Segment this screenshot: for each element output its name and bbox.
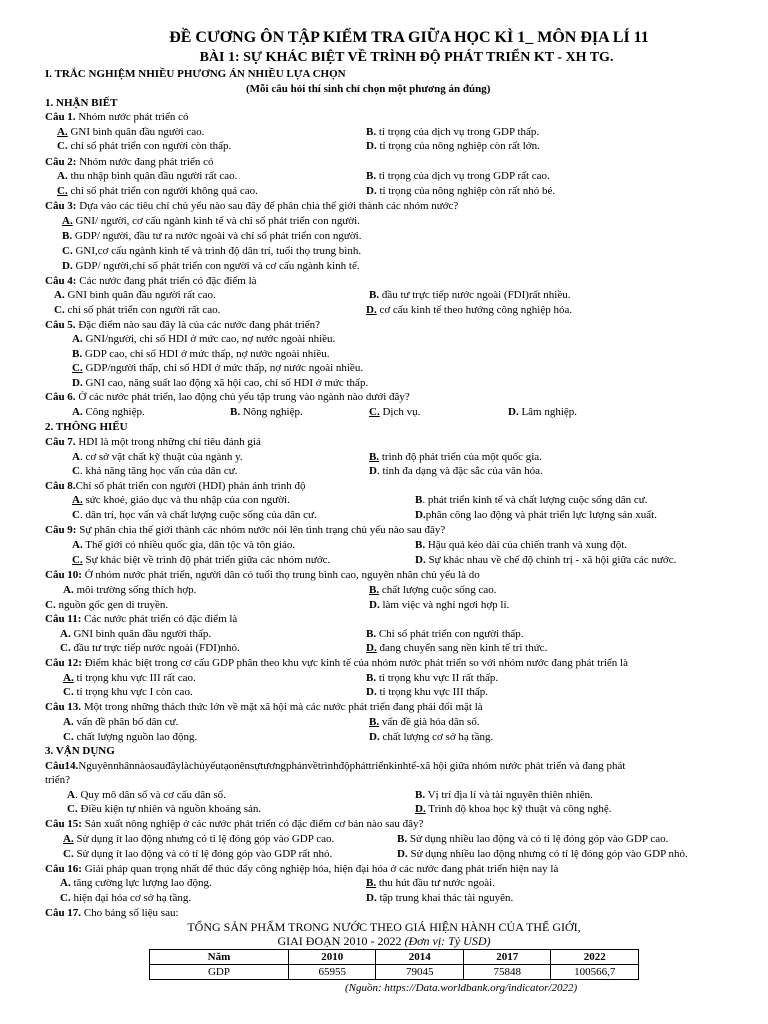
question-16: Câu 16: Giải pháp quan trọng nhất để thúc đẩy công nghiệp hóa, hiện đại hóa ở các nước đang phát triển hiện nay là xyxy=(45,863,559,875)
table-cell: 75848 xyxy=(463,965,551,980)
answer-option: A. GNI/ người, cơ cấu ngành kinh tế và chỉ số phát triển con người. xyxy=(62,215,360,227)
answer-option: B. Sử dụng nhiều lao động và có tỉ lệ đóng góp vào GDP cao. xyxy=(397,833,669,845)
answer-option: B. tỉ trọng của dịch vụ trong GDP thấp. xyxy=(366,126,540,138)
answer-option: D. Sử dụng nhiều lao động nhưng có tỉ lệ đóng góp vào GDP nhỏ. xyxy=(397,848,688,860)
level-heading-understanding: 2. THÔNG HIỂU xyxy=(45,421,128,433)
question-6: Câu 6. Ở các nước phát triển, lao động chủ yếu tập trung vào ngành nào dưới đây? xyxy=(45,391,410,403)
answer-option: A. vấn đề phân bố dân cư. xyxy=(63,716,179,728)
answer-option: D. tỉ trọng của nông nghiệp còn rất nhỏ bé. xyxy=(366,185,556,197)
answer-option: C. Sự khác biệt về trình độ phát triển giữa các nhóm nước. xyxy=(72,554,331,566)
answer-option: A. sức khoẻ, giáo dục và thu nhập của con người. xyxy=(72,494,290,506)
answer-option: B. thu hút đầu tư nước ngoài. xyxy=(366,877,495,889)
gdp-table xyxy=(149,949,639,980)
answer-option: A. GNI bình quân đầu người cao. xyxy=(57,126,205,138)
answer-option: A. Quy mô dân số và cơ cấu dân số. xyxy=(67,789,226,801)
table-cell: 100566,7 xyxy=(551,965,639,980)
table-header-cell: 2017 xyxy=(463,950,551,965)
answer-option: D. đang chuyển sang nền kinh tế tri thức. xyxy=(366,642,548,654)
instruction: (Mỗi câu hỏi thí sinh chỉ chọn một phương án đúng) xyxy=(246,83,491,95)
answer-option: D. tính đa dạng và đặc sắc của văn hóa. xyxy=(369,465,543,477)
answer-option: C. chỉ số phát triển con người không quá cao. xyxy=(57,185,258,197)
answer-option: B. chất lượng cuộc sống cao. xyxy=(369,584,497,596)
answer-option: C. Dịch vụ. xyxy=(369,406,421,418)
answer-option: A. Sử dụng ít lao động nhưng có tỉ lệ đóng góp vào GDP cao. xyxy=(63,833,335,845)
question-17: Câu 17. Cho bảng số liệu sau: xyxy=(45,907,179,919)
answer-option: D. GNI cao, năng suất lao động xã hội cao, chỉ số HDI ở mức thấp. xyxy=(72,377,369,389)
question-1: Câu 1. Nhóm nước phát triển có xyxy=(45,111,189,123)
answer-option: C. Điều kiện tự nhiên và nguồn khoáng sản. xyxy=(67,803,262,815)
answer-option: B. Chỉ số phát triển con người thấp. xyxy=(366,628,524,640)
answer-option: C. đầu tư trực tiếp nước ngoài (FDI)nhỏ. xyxy=(60,642,240,654)
question-10: Câu 10: Ở nhóm nước phát triển, người dân có tuổi thọ trung bình cao, nguyên nhân chủ yếu là do xyxy=(45,569,480,581)
answer-option: C. chất lượng nguồn lao động. xyxy=(63,731,198,743)
answer-option: C. Sử dụng ít lao động và có tỉ lệ đóng góp vào GDP rất nhỏ. xyxy=(63,848,333,860)
answer-option: B. tỉ trọng của dịch vụ trong GDP rất cao. xyxy=(366,170,550,182)
level-heading-application: 3. VẬN DỤNG xyxy=(45,745,115,757)
answer-option: A. Thế giới có nhiều quốc gia, dân tộc và tôn giáo. xyxy=(72,539,296,551)
table-caption: TỔNG SẢN PHẨM TRONG NƯỚC THEO GIÁ HIỆN HÀNH CỦA THẾ GIỚI, xyxy=(187,920,581,934)
question-7: Câu 7. HDI là một trong những chỉ tiêu đánh giá xyxy=(45,436,261,448)
answer-option: A. thu nhập bình quân đầu người rất cao. xyxy=(57,170,238,182)
answer-option: C. khả năng tăng học vấn của dân cư. xyxy=(72,465,238,477)
answer-option: B. Nông nghiệp. xyxy=(230,406,303,418)
answer-option: A. cơ sở vật chất kỹ thuật của ngành y. xyxy=(72,451,243,463)
answer-option: C. hiện đại hóa cơ sở hạ tầng. xyxy=(60,892,192,904)
section-heading: I. TRẮC NGHIỆM NHIỀU PHƯƠNG ÁN NHIỀU LỰA CHỌN xyxy=(45,68,346,80)
answer-option: D. tập trung khai thác tài nguyên. xyxy=(366,892,514,904)
table-header-cell: 2010 xyxy=(288,950,376,965)
answer-option: D. Trình độ khoa học kỹ thuật và công nghệ. xyxy=(415,803,612,815)
answer-option: B. Hậu quả kéo dài của chiến tranh và xung đột. xyxy=(415,539,627,551)
question-15: Câu 15: Sản xuất nông nghiệp ở các nước phát triển có đặc điểm cơ bản nào sau đây? xyxy=(45,818,424,830)
question-8: Câu 8.Chỉ số phát triển con người (HDI) phản ánh trình độ xyxy=(45,480,306,492)
lesson-title: BÀI 1: SỰ KHÁC BIỆT VỀ TRÌNH ĐỘ PHÁT TRIỂN KT - XH TG. xyxy=(199,50,614,65)
table-header-cell: 2022 xyxy=(551,950,639,965)
answer-option: B. tỉ trọng khu vực II rất thấp. xyxy=(366,672,499,684)
table-header-row xyxy=(150,950,639,965)
answer-option: A. GNI bình quân đầu người rất cao. xyxy=(54,289,216,301)
question-4: Câu 4: Các nước đang phát triển có đặc điểm là xyxy=(45,275,257,287)
answer-option: C. nguồn gốc gen di truyền. xyxy=(45,599,169,611)
answer-option: D. tỉ trọng của nông nghiệp còn rất lớn. xyxy=(366,140,540,152)
answer-option: A. GNI/người, chỉ số HDI ở mức cao, nợ nước ngoài nhiều. xyxy=(72,333,336,345)
question-2: Câu 2: Nhóm nước đang phát triển có xyxy=(45,156,214,168)
question-14-continued: triển? xyxy=(45,774,71,786)
answer-option: B. đầu tư trực tiếp nước ngoài (FDI)rất nhiều. xyxy=(369,289,571,301)
question-9: Câu 9: Sự phân chia thế giới thành các nhóm nước nói lên tình trạng chủ yếu nào sau đây? xyxy=(45,524,446,536)
answer-option: D. làm việc và nghỉ ngơi hợp lí. xyxy=(369,599,510,611)
answer-option: A. môi trường sống thích hợp. xyxy=(63,584,197,596)
answer-option: D. Lâm nghiệp. xyxy=(508,406,578,418)
answer-option: D. cơ cấu kinh tế theo hướng công nghiệp hóa. xyxy=(366,304,573,316)
answer-option: C. GDP/người thấp, chỉ số HDI ở mức thấp, nợ nước ngoài nhiều. xyxy=(72,362,364,374)
question-3: Câu 3: Dựa vào các tiêu chí chủ yếu nào sau đây để phân chia thế giới thành các nhóm nước? xyxy=(45,200,459,212)
question-12: Câu 12: Điểm khác biệt trong cơ cấu GDP phân theo khu vực kinh tế của nhóm nước phát triển so với nhóm nước đang phát triển là xyxy=(45,657,628,669)
table-caption-period: GIAI ĐOẠN 2010 - 2022 (Đơn vị: Tỷ USD) xyxy=(277,934,491,948)
level-heading-recognition: 1. NHẬN BIẾT xyxy=(45,97,118,109)
answer-option: C. dân trí, học vấn và chất lượng cuộc sống của dân cư. xyxy=(72,509,317,521)
answer-option: A. tỉ trọng khu vực III rất cao. xyxy=(63,672,196,684)
table-header-cell: 2014 xyxy=(376,950,464,965)
answer-option: A. tăng cường lực lượng lao động. xyxy=(60,877,212,889)
answer-option: B. vấn đề già hóa dân số. xyxy=(369,716,480,728)
answer-option: D. chất lượng cơ sở hạ tầng. xyxy=(369,731,494,743)
answer-option: B. trình độ phát triển của một quốc gia. xyxy=(369,451,542,463)
answer-option: D.phân công lao động và phát triển lực lượng sản xuất. xyxy=(415,509,657,521)
answer-option: B. GDP cao, chỉ số HDI ở mức thấp, nợ nước ngoài nhiều. xyxy=(72,348,330,360)
answer-option: C. GNI,cơ cấu ngành kinh tế và trình độ dân trí, tuổi thọ trung bình. xyxy=(62,245,362,257)
answer-option: C. tỉ trọng khu vực I còn cao. xyxy=(63,686,193,698)
table-row xyxy=(150,965,639,980)
table-cell: 79045 xyxy=(376,965,464,980)
answer-option: C. chỉ số phát triển con người còn thấp. xyxy=(57,140,232,152)
question-11: Câu 11: Các nước phát triển có đặc điểm là xyxy=(45,613,238,625)
answer-option: D. Sự khác nhau về chế độ chính trị - xã hội giữa các nước. xyxy=(415,554,677,566)
answer-option: D. tỉ trọng khu vực III thấp. xyxy=(366,686,489,698)
table-cell: 65955 xyxy=(288,965,376,980)
answer-option: A. Công nghiệp. xyxy=(72,406,145,418)
answer-option: B. Vị trí địa lí và tài nguyên thiên nhiên. xyxy=(415,789,593,801)
question-13: Câu 13. Một trong những thách thức lớn về mặt xã hội mà các nước phát triển đang phải đối mặt là xyxy=(45,701,483,713)
table-cell: GDP xyxy=(150,965,289,980)
document-title: ĐỀ CƯƠNG ÔN TẬP KIẾM TRA GIỮA HỌC KÌ 1_ MÔN ĐỊA LÍ 11 xyxy=(169,29,649,46)
answer-option: B. GDP/ người, đầu tư ra nước ngoài và chỉ số phát triển con người. xyxy=(62,230,362,242)
answer-option: D. GDP/ người,chỉ số phát triển con người và cơ cấu ngành kinh tế. xyxy=(62,260,360,272)
question-14: Câu14.Nguyênnhânnàosauđâylàchủyếutạonênsựtươngphảnvềtrìnhđộpháttriểnkinhtế-xã hội giữa nhóm nước phát triển và đang phát xyxy=(45,760,626,772)
question-5: Câu 5. Đặc điểm nào sau đây là của các nước đang phát triển? xyxy=(45,319,321,331)
answer-option: A. GNI bình quân đầu người thấp. xyxy=(60,628,212,640)
answer-option: C. chỉ số phát triển con người rất cao. xyxy=(54,304,221,316)
answer-option: B. phát triển kinh tế và chất lượng cuộc sống dân cư. xyxy=(415,494,648,506)
table-source: (Nguồn: https://Data.worldbank.org/indicator/2022) xyxy=(345,982,578,994)
table-header-cell: Năm xyxy=(150,950,289,965)
